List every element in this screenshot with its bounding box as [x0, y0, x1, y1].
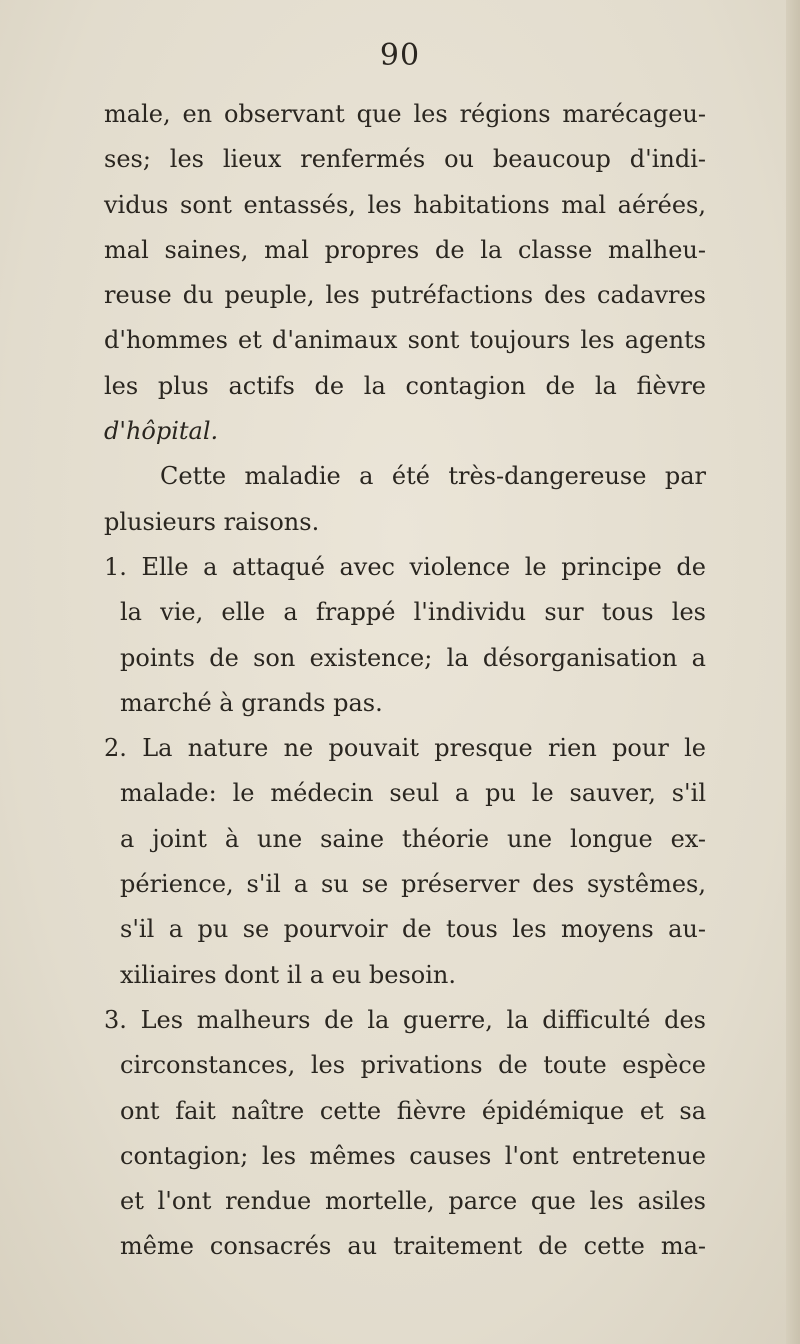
page-number: 90 — [379, 38, 421, 73]
text-line: contagion; les mêmes causes l'ont entretenue — [120, 1141, 706, 1170]
item-number: 3. — [104, 1005, 127, 1034]
text-line: mal saines, mal propres de la classe malheu- — [104, 235, 706, 264]
text-line-numbered — [104, 726, 706, 771]
item-number: 1. — [104, 552, 127, 581]
text-line: même consacrés au traitement de cette ma- — [120, 1232, 706, 1261]
text-line: Cette maladie a été très-dangereuse par — [160, 462, 706, 491]
text-line: male, en observant que les régions marécageu- — [104, 100, 706, 128]
text-line-numbered — [104, 998, 706, 1043]
text-line: ses; les lieux renfermés ou beaucoup d'indi- — [104, 145, 706, 174]
item-text: Les malheurs de la guerre, la difficulté des — [140, 1005, 706, 1034]
text-line: points de son existence; la désorganisation a — [120, 643, 706, 672]
text-line: circonstances, les privations de toute espèce — [120, 1051, 706, 1080]
text-line: s'il a pu se pourvoir de tous les moyens au- — [120, 915, 706, 944]
paragraph-indented — [104, 454, 706, 545]
paragraph-continuation — [104, 92, 706, 454]
body-text — [104, 92, 706, 1270]
text-line: la vie, elle a frappé l'individu sur tous les — [120, 598, 706, 627]
text-line: ont fait naître cette fièvre épidémique et sa — [120, 1096, 706, 1125]
text-line: les plus actifs de la contagion de la fièvre — [104, 371, 706, 400]
text-line: xiliaires dont il a eu besoin. — [120, 960, 457, 989]
item-number: 2. — [104, 734, 127, 763]
text-line: d'hommes et d'animaux sont toujours les agents — [104, 326, 706, 355]
text-line: vidus sont entassés, les habitations mal aérées, — [104, 190, 706, 219]
item-text: Elle a attaqué avec violence le principe de — [141, 552, 706, 581]
text-line-numbered — [104, 545, 706, 590]
text-line: malade: le médecin seul a pu le sauver, s'il — [120, 779, 706, 808]
numbered-item-2 — [104, 726, 706, 998]
text-line: a joint à une saine théorie une longue ex- — [120, 824, 706, 853]
text-line: plusieurs raisons. — [104, 507, 320, 536]
text-line-italic: d'hôpital. — [104, 417, 219, 446]
text-line: et l'ont rendue mortelle, parce que les asiles — [120, 1187, 706, 1216]
text-line: marché à grands pas. — [120, 688, 383, 717]
text-line: reuse du peuple, les putréfactions des cadavres — [104, 281, 706, 310]
page-edge — [786, 0, 800, 1344]
item-text: La nature ne pouvait presque rien pour le — [142, 734, 706, 763]
numbered-item-3 — [104, 998, 706, 1270]
numbered-item-1 — [104, 545, 706, 726]
text-line: périence, s'il a su se préserver des systêmes, — [120, 870, 706, 899]
